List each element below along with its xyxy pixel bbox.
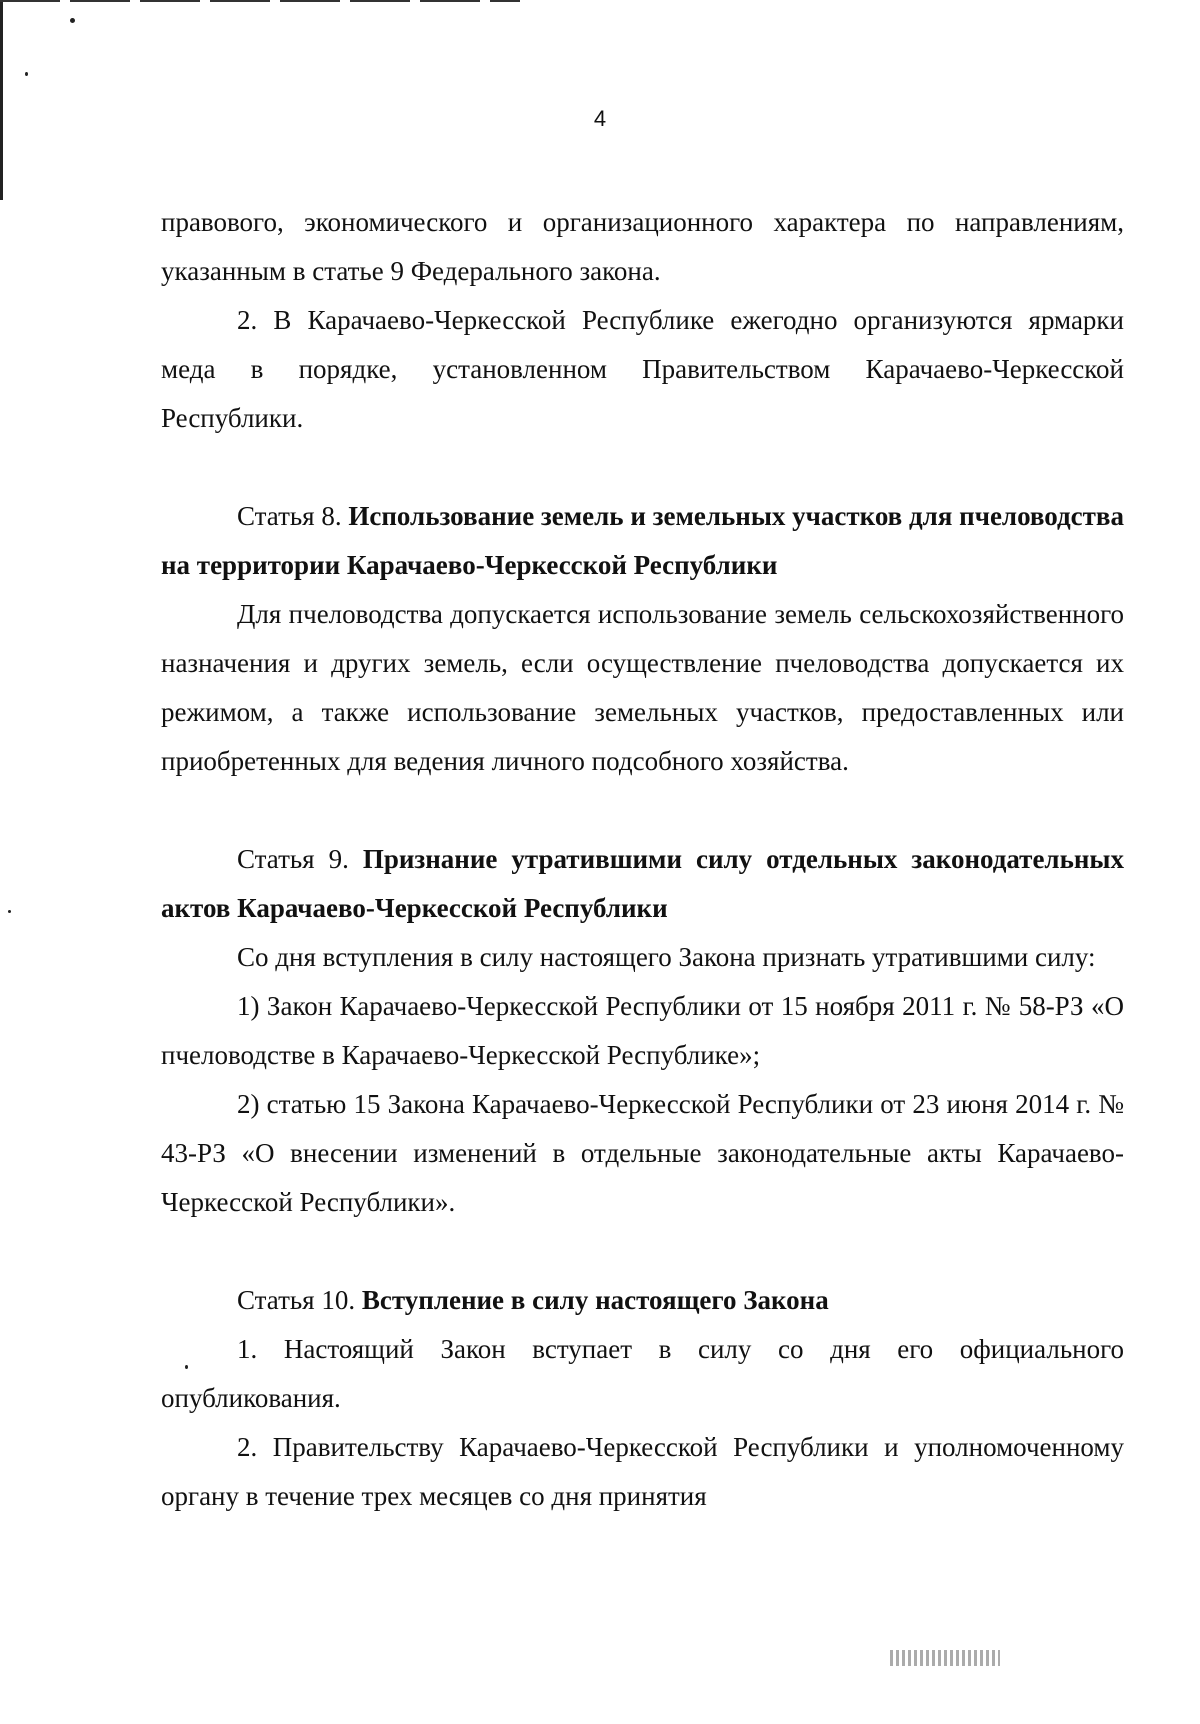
scan-stamp-mark: [890, 1650, 1000, 1666]
article7-item2: 2. В Карачаево-Черкесской Республике ежегодно организуются ярмарки меда в порядке, установленном Правительством Карачаево-Черкесской Республики.: [161, 305, 1124, 433]
scan-speck: [8, 910, 11, 913]
article10-item: 2. Правительству Карачаево-Черкесской Республики и уполномоченному органу в течение трех месяцев со дня принятия: [161, 1432, 1124, 1511]
article10-heading: [161, 1276, 1124, 1325]
document-body: [161, 198, 1124, 1521]
article9-heading: [161, 835, 1124, 933]
article9-item: 1) Закон Карачаево-Черкесской Республики от 15 ноября 2011 г. № 58-РЗ «О пчеловодстве в Карачаево-Черкесской Республике»;: [161, 991, 1124, 1070]
scan-edge-top: [0, 0, 520, 2]
spacer: [161, 1227, 1124, 1276]
article9-title: Признание утратившими силу отдельных законодательных актов Карачаево-Черкесской Республики: [161, 844, 1124, 923]
article10-label: Статья 10.: [237, 1285, 356, 1315]
spacer: [161, 786, 1124, 835]
article10-item: 1. Настоящий Закон вступает в силу со дня его официального опубликования.: [161, 1334, 1124, 1413]
article8-heading: [161, 492, 1124, 590]
page-number: 4: [593, 106, 607, 131]
intro-paragraph: правового, экономического и организационного характера по направлениям, указанным в статье 9 Федерального закона.: [161, 207, 1124, 286]
article8-body: Для пчеловодства допускается использование земель сельскохозяйственного назначения и других земель, если осуществление пчеловодства допускается их режимом, а также использование земельных участков, предоставленных или приобретенных для ведения личного подсобного хозяйства.: [161, 599, 1124, 776]
article9-item: 2) статью 15 Закона Карачаево-Черкесской Республики от 23 июня 2014 г. № 43-РЗ «О внесении изменений в отдельные законодательные акты Карачаево-Черкесской Республики».: [161, 1089, 1124, 1217]
article8-label: Статья 8.: [237, 501, 342, 531]
scan-speck: [25, 72, 28, 76]
scan-speck: [70, 18, 75, 23]
article8-title: Использование земель и земельных участков для пчеловодства на территории Карачаево-Черкесской Республики: [161, 501, 1125, 580]
article9-intro: Со дня вступления в силу настоящего Закона признать утратившими силу:: [237, 942, 1096, 972]
article10-title: Вступление в силу настоящего Закона: [361, 1285, 829, 1315]
article9-label: Статья 9.: [237, 844, 349, 874]
spacer: [161, 443, 1124, 492]
scan-edge-left: [0, 0, 3, 200]
